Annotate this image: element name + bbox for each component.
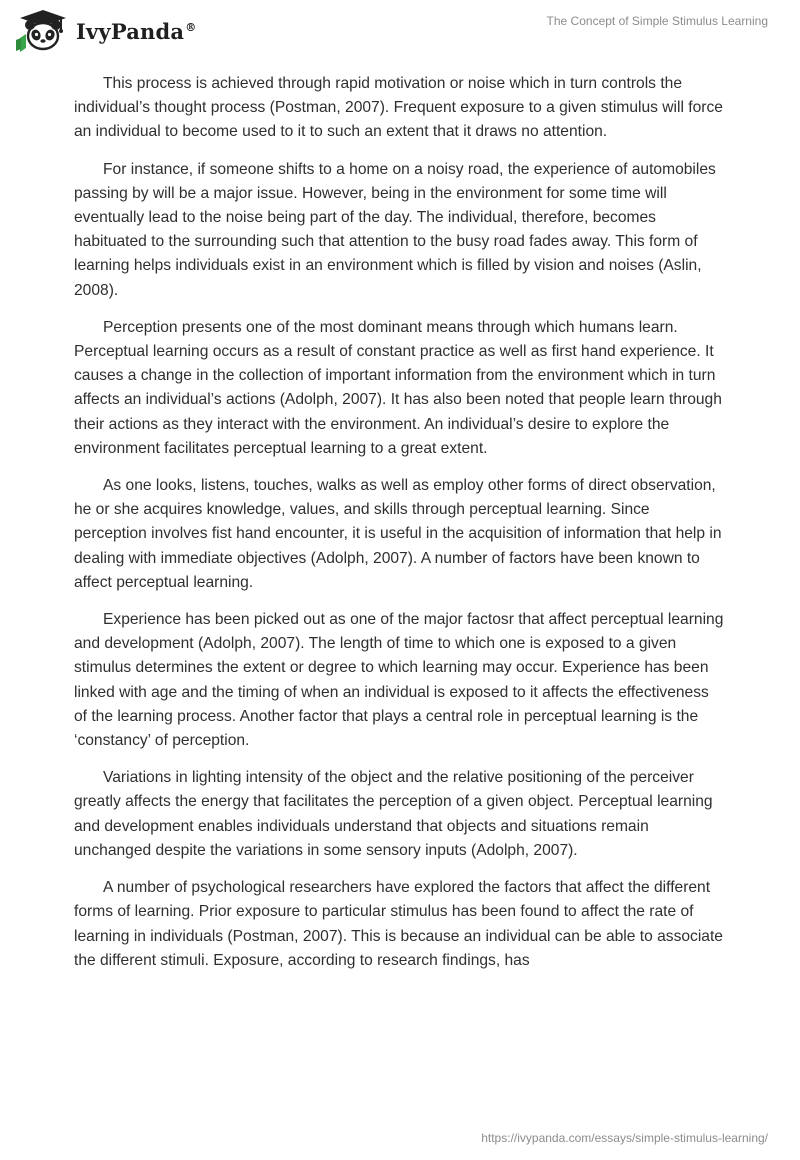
paragraph: Variations in lighting intensity of the object and the relative positioning of the perceiver greatly affects the energy that facilitates the perception of a given object. Perceptual learning and development enables individuals understand that objects and situations remain unchanged despite the variations in some sensory inputs (Adolph, 2007). xyxy=(74,769,713,859)
paragraph: As one looks, listens, touches, walks as well as employ other forms of direct observation, he or she acquires knowledge, values, and skills through perceptual learning. Since perception involves fist hand encounter, it is useful in the acquisition of information that help in dealing with immediate objectives (Adolph, 2007). A number of factors have been known to affect perceptual learning. xyxy=(74,477,722,591)
brand-name: IvyPanda® xyxy=(76,18,197,44)
paragraph: This process is achieved through rapid motivation or noise which in turn controls the individual’s thought process (Postman, 2007). Frequent exposure to a given stimulus will force an individual to become used to it to such an extent that it draws no attention. xyxy=(74,75,723,141)
paragraph: Experience has been picked out as one of the major factosr that affect perceptual learning and development (Adolph, 2007). The length of time to which one is exposed to a given stimulus determines the extent or degree to which learning may occur. Experience has been linked with age and the timing of when an individual is exposed to it affects the effectiveness of the learning process. Another factor that plays a central role in perceptual learning is the ‘constancy’ of perception. xyxy=(74,611,724,750)
page-header xyxy=(0,0,800,60)
source-url-link[interactable]: https://ivypanda.com/essays/simple-stimulus-learning/ xyxy=(481,1131,768,1145)
ivypanda-logo[interactable] xyxy=(14,8,196,52)
paragraph: For instance, if someone shifts to a home on a noisy road, the experience of automobiles passing by will be a major issue. However, being in the environment for some time will eventually lead to the noise being part of the day. The individual, therefore, becomes habituated to the surrounding such that attention to the busy road fades away. This form of learning helps individuals exist in an environment which is filled by vision and noises (Aslin, 2008). xyxy=(74,160,716,299)
paragraph: Perception presents one of the most dominant means through which humans learn. Perceptual learning occurs as a result of constant practice as well as first hand experience. It causes a change in the collection of important information from the environment which in turn affects an individual’s actions (Adolph, 2007). It has also been noted that people learn through their actions as they interact with the environment. An individual’s desire to explore the environment facilitates perceptual learning to a great extent. xyxy=(74,318,722,457)
registered-mark: ® xyxy=(185,20,197,34)
paragraph: A number of psychological researchers have explored the factors that affect the different forms of learning. Prior exposure to particular stimulus has been found to affect the rate of learning in individuals (Postman, 2007). This is because an individual can be able to associate the different stimuli. Exposure, according to research findings, has xyxy=(74,879,723,969)
panda-graduate-icon xyxy=(14,8,72,52)
essay-body xyxy=(74,72,726,986)
document-title: The Concept of Simple Stimulus Learning xyxy=(546,14,768,28)
